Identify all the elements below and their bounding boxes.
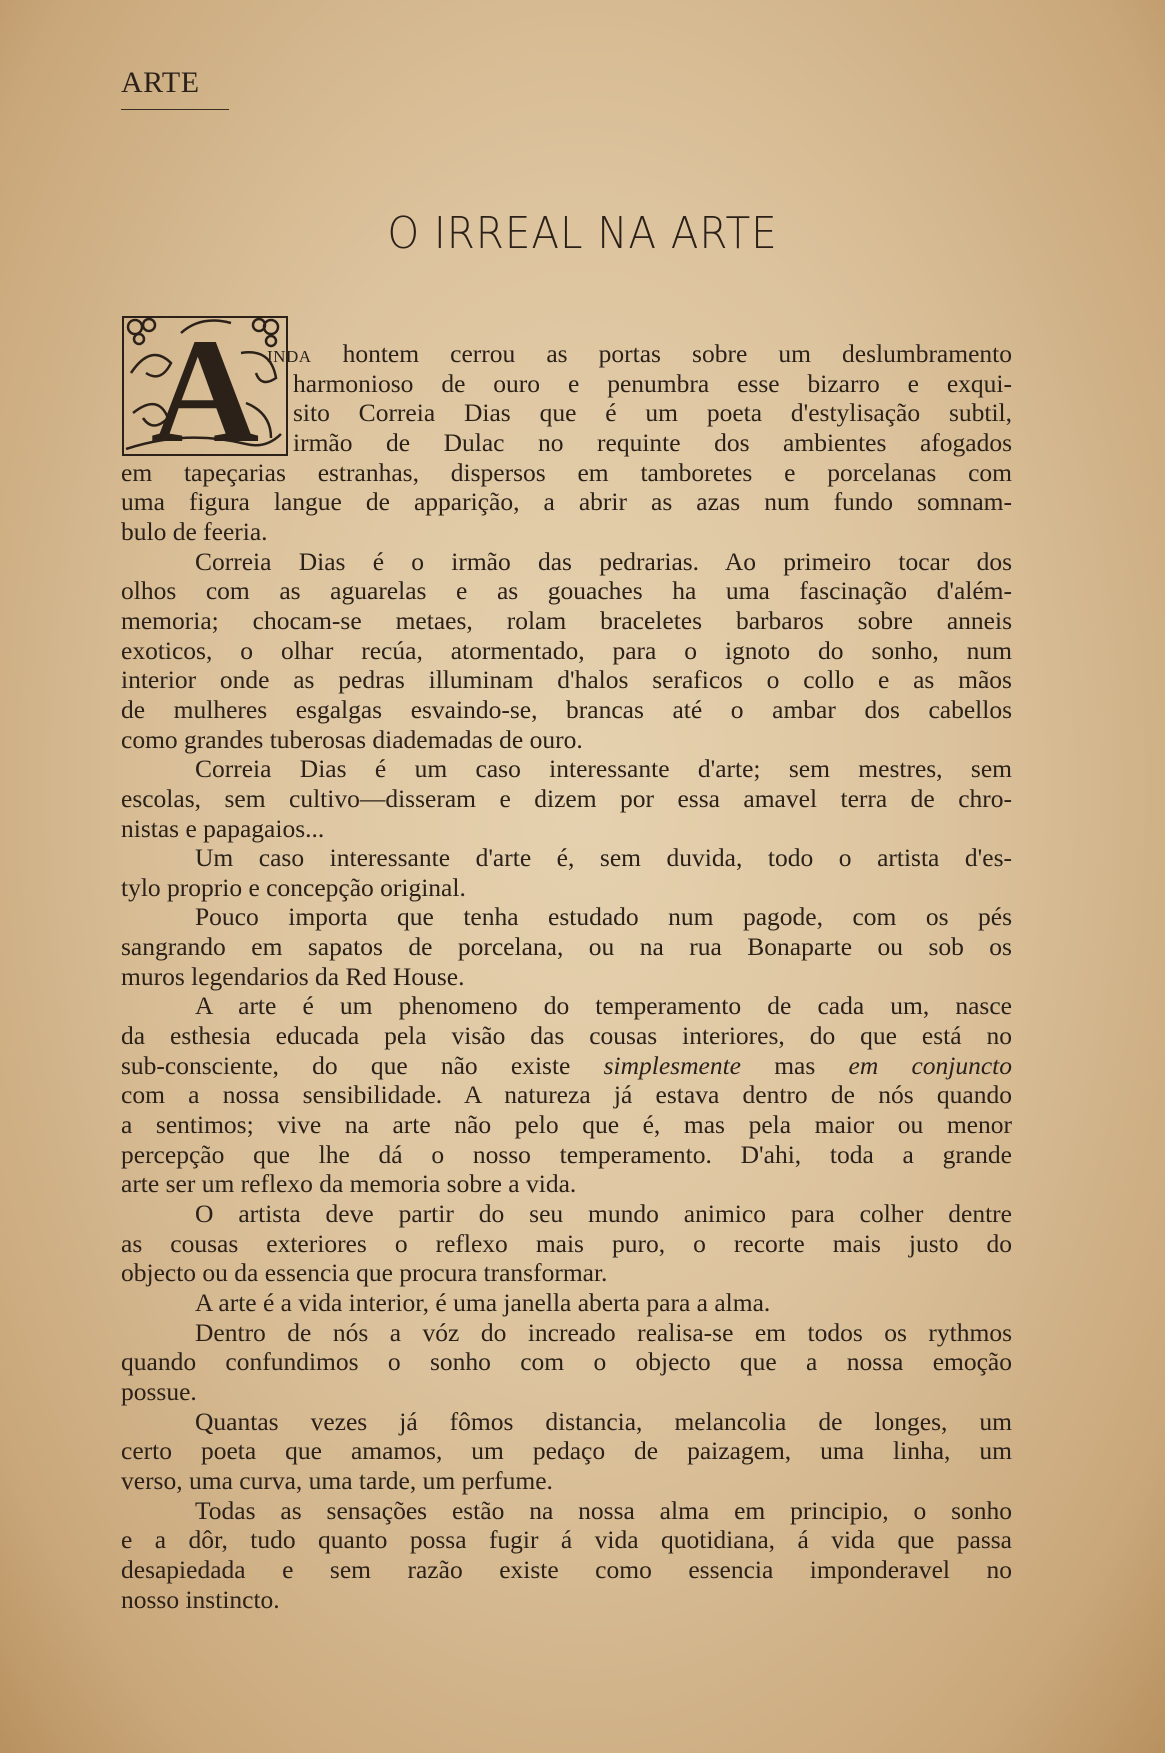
text-line [121, 843, 1012, 873]
dropcap-smallcaps: INDA [267, 347, 312, 366]
text-segment: quando confundimos o sonho com o objecto que a nossa emoção [121, 1347, 1012, 1377]
text-line [121, 1496, 1012, 1526]
text-segment: com a nossa sensibilidade. A natureza já estava dentro de nós quando [121, 1080, 1012, 1110]
text-segment: e a dôr, tudo quanto possa fugir á vida quotidiana, á vida que passa [121, 1525, 1012, 1555]
text-segment: Todas as sensações estão na nossa alma em principio, o sonho [195, 1495, 1012, 1525]
dropcap-letter: A [150, 313, 260, 459]
text-line [121, 1555, 1012, 1585]
text-segment: hontem cerrou as portas sobre um deslumbramento [311, 339, 1012, 368]
text-line [121, 784, 1012, 814]
italic-text: em conjuncto [848, 1050, 1013, 1080]
text-line [121, 1377, 1012, 1407]
text-line [121, 398, 1012, 428]
text-segment: sub-consciente, do que não existe [121, 1050, 604, 1080]
text-line [121, 517, 1012, 547]
section-header: ARTE [121, 66, 200, 99]
text-line [121, 1110, 1012, 1140]
text-line [121, 1169, 1012, 1199]
text-segment: exoticos, o olhar recúa, atormentado, para o ignoto do sonho, num [121, 635, 1012, 665]
text-segment: da esthesia educada pela visão das cousas interiores, do que está no [121, 1021, 1012, 1051]
text-segment: objecto ou da essencia que procura transformar. [121, 1258, 608, 1288]
text-segment: Um caso interessante d'arte é, sem duvida, todo o artista d'es- [195, 843, 1012, 873]
text-line [121, 1288, 1012, 1318]
text-segment: muros legendarios da Red House. [121, 961, 465, 991]
text-line [121, 339, 1012, 369]
text-line [121, 902, 1012, 932]
text-line [121, 1407, 1012, 1437]
text-segment: percepção que lhe dá o nosso temperamento. D'ahi, toda a grande [121, 1139, 1012, 1169]
text-segment: desapiedada e sem razão existe como essencia imponderavel no [121, 1554, 1012, 1584]
header-rule [121, 109, 229, 110]
text-line [121, 1436, 1012, 1466]
text-segment: escolas, sem cultivo—disseram e dizem por essa amavel terra de chro- [121, 783, 1012, 813]
text-line [121, 962, 1012, 992]
text-segment: nistas e papagaios... [121, 813, 325, 843]
text-segment: bulo de feeria. [121, 516, 268, 546]
text-segment: Pouco importa que tenha estudado num pagode, com os pés [195, 902, 1012, 932]
text-line [121, 428, 1012, 458]
text-line [121, 1258, 1012, 1288]
text-line [121, 458, 1012, 488]
text-line [121, 1140, 1012, 1170]
text-segment: verso, uma curva, uma tarde, um perfume. [121, 1465, 553, 1495]
text-line [121, 369, 1012, 399]
text-segment: arte ser um reflexo da memoria sobre a vida. [121, 1169, 577, 1199]
text-segment: certo poeta que amamos, um pedaço de paizagem, uma linha, um [121, 1436, 1012, 1466]
text-line [121, 1585, 1012, 1615]
text-segment: a sentimos; vive na arte não pelo que é, mas pela maior ou menor [121, 1110, 1012, 1140]
text-line [121, 1051, 1012, 1081]
text-line [121, 991, 1012, 1021]
text-segment: uma figura langue de apparição, a abrir as azas num fundo somnam- [121, 487, 1012, 517]
article-title: O IRREAL NA ARTE [387, 208, 778, 259]
text-segment: possue. [121, 1376, 197, 1406]
text-line [121, 725, 1012, 755]
text-segment: como grandes tuberosas diademadas de ouro. [121, 724, 583, 754]
text-segment: interior onde as pedras illuminam d'halos seraficos o collo e as mãos [121, 665, 1012, 695]
text-line [121, 1347, 1012, 1377]
text-segment: harmonioso de ouro e penumbra esse bizarro e exqui- [293, 368, 1012, 398]
text-line [121, 487, 1012, 517]
text-line [121, 665, 1012, 695]
text-line [121, 1318, 1012, 1348]
text-segment: em tapeçarias estranhas, dispersos em tamboretes e porcelanas com [121, 457, 1012, 487]
text-segment: sito Correia Dias que é um poeta d'estylisação subtil, [293, 398, 1012, 428]
text-line [121, 1021, 1012, 1051]
text-line [121, 606, 1012, 636]
text-segment: Correia Dias é um caso interessante d'arte; sem mestres, sem [195, 754, 1012, 784]
text-segment: nosso instincto. [121, 1584, 280, 1614]
text-segment: as cousas exteriores o reflexo mais puro, o recorte mais justo do [121, 1228, 1012, 1258]
text-segment: mas [740, 1050, 849, 1080]
text-line [121, 1080, 1012, 1110]
text-segment: Quantas vezes já fômos distancia, melancolia de longes, um [195, 1406, 1012, 1436]
text-segment: Correia Dias é o irmão das pedrarias. Ao primeiro tocar dos [195, 546, 1012, 576]
text-line [121, 1525, 1012, 1555]
text-line [121, 695, 1012, 725]
text-line [121, 1229, 1012, 1259]
text-line [121, 1466, 1012, 1496]
text-segment: irmão de Dulac no requinte dos ambientes afogados [293, 427, 1012, 457]
text-segment: olhos com as aguarelas e as gouaches ha uma fascinação d'além- [121, 576, 1012, 606]
text-segment: memoria; chocam-se metaes, rolam braceletes barbaros sobre anneis [121, 605, 1012, 635]
text-line [121, 636, 1012, 666]
text-line [121, 754, 1012, 784]
text-line [121, 814, 1012, 844]
text-line [121, 1199, 1012, 1229]
text-segment: tylo proprio e concepção original. [121, 872, 466, 902]
text-line [121, 932, 1012, 962]
italic-text: simplesmente [603, 1050, 741, 1080]
text-segment: de mulheres esgalgas esvaindo-se, brancas até o ambar dos cabellos [121, 694, 1012, 724]
text-line [121, 873, 1012, 903]
text-line [121, 547, 1012, 577]
text-segment: A arte é a vida interior, é uma janella aberta para a alma. [195, 1288, 771, 1317]
article-body [121, 339, 1012, 1614]
text-segment: sangrando em sapatos de porcelana, ou na rua Bonaparte ou sob os [121, 932, 1012, 962]
text-segment: Dentro de nós a vóz do increado realisa-se em todos os rythmos [195, 1317, 1012, 1347]
text-line [121, 576, 1012, 606]
text-segment: O artista deve partir do seu mundo animico para colher dentre [195, 1199, 1012, 1229]
text-segment: A arte é um phenomeno do temperamento de cada um, nasce [195, 991, 1012, 1021]
